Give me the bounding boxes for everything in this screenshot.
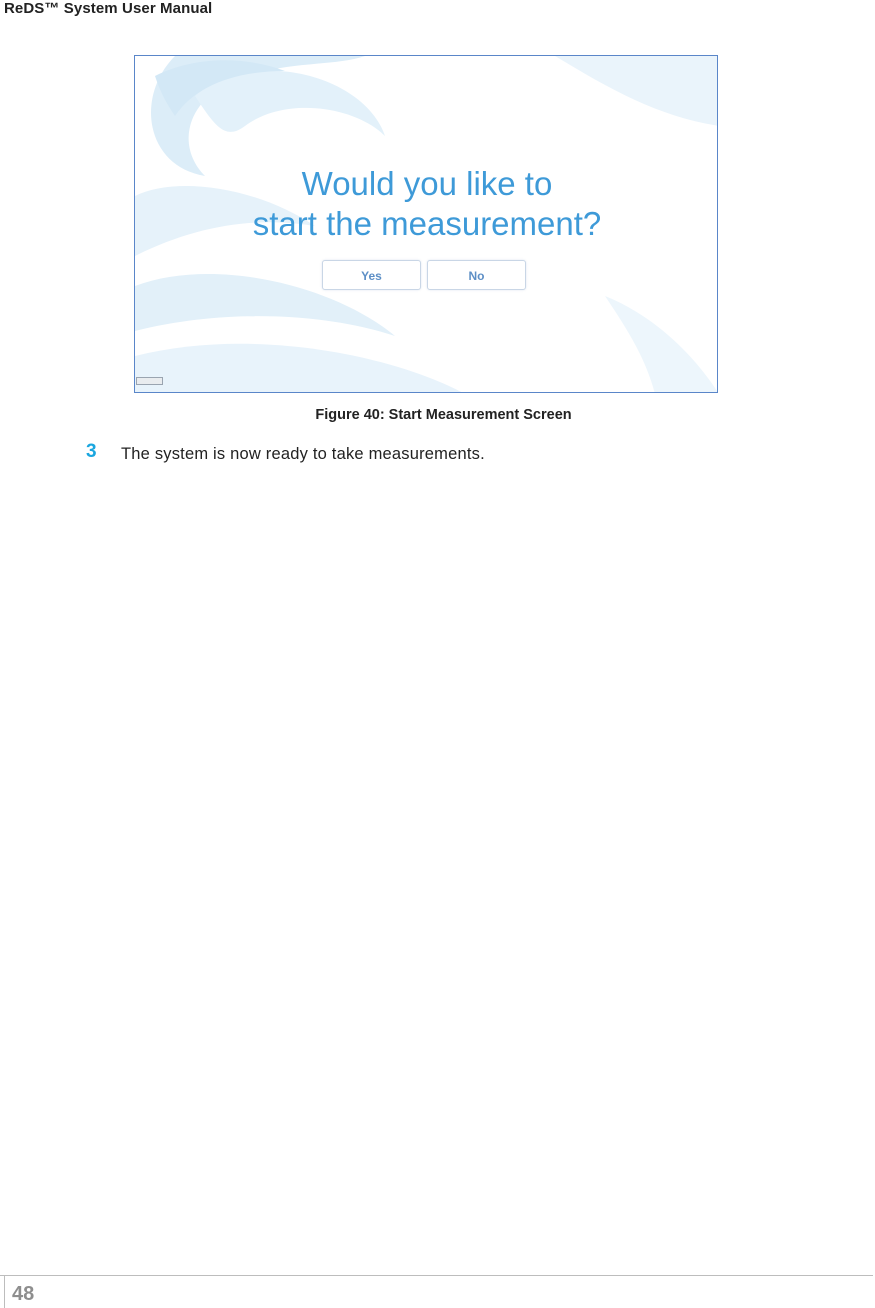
footer-divider: [0, 1275, 873, 1276]
figure-caption: Figure 40: Start Measurement Screen: [315, 407, 572, 423]
figure-screenshot: [134, 55, 718, 393]
step-number: 3: [86, 441, 97, 462]
step-text: The system is now ready to take measurements.: [121, 445, 485, 463]
screen-question: [135, 164, 718, 244]
screen-question-line-1: Would you like to: [301, 165, 553, 202]
page-number: 48: [12, 1283, 35, 1305]
page-header-title: ReDS™ System User Manual: [4, 0, 213, 17]
footer-left-divider: [4, 1275, 5, 1308]
no-button[interactable]: No: [427, 260, 526, 290]
screen-question-line-2: start the measurement?: [252, 205, 602, 242]
yes-button[interactable]: Yes: [322, 260, 421, 290]
screen-corner-tag: [136, 377, 163, 385]
